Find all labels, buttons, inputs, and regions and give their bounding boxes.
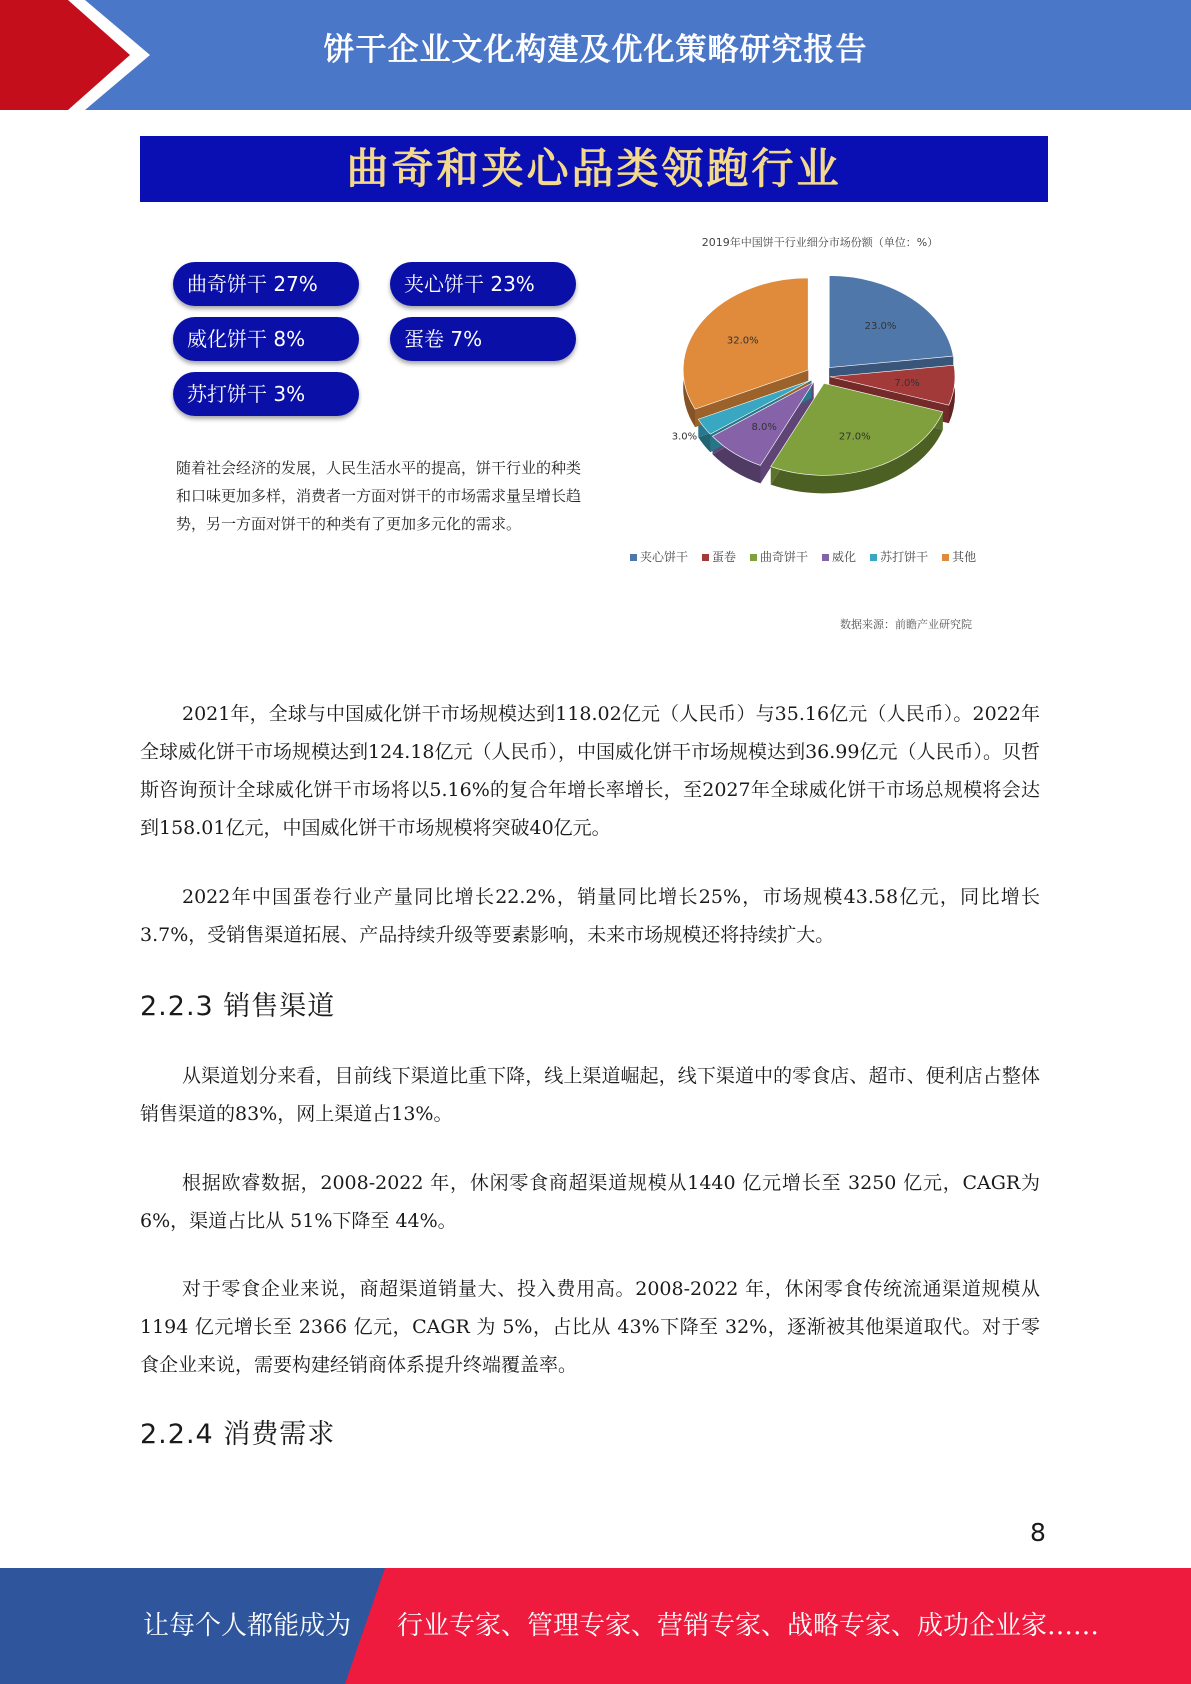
category-pill: 曲奇饼干 27% [173, 262, 359, 306]
page-footer [0, 1568, 1191, 1684]
legend-label: 夹心饼干 [640, 550, 689, 564]
legend-swatch [750, 554, 757, 561]
pie-value-label: 3.0% [671, 431, 698, 443]
legend-swatch [942, 554, 949, 561]
page-number: 8 [1030, 1518, 1046, 1547]
figure-caption: 随着社会经济的发展，人民生活水平的提高，饼干行业的种类和口味更加多样，消费者一方面对饼干的市场需求量呈增长趋势，另一方面对饼干的种类有了更加多元化的需求。 [176, 459, 582, 533]
pie-value-label: 32.0% [726, 335, 759, 347]
paragraph-channel-split: 从渠道划分来看，目前线下渠道比重下降，线上渠道崛起，线下渠道中的零食店、超市、便利店占整体销售渠道的83%，网上渠道占13%。 [140, 1065, 1040, 1125]
category-pill: 夹心饼干 23% [390, 262, 576, 306]
pie-value-label: 27.0% [838, 431, 871, 443]
legend-label: 苏打饼干 [880, 550, 929, 564]
section-heading-sales-channels: 2.2.3 销售渠道 [140, 991, 336, 1022]
category-pill: 苏打饼干 3% [173, 372, 359, 416]
chart-legend [630, 548, 990, 565]
pie-value-label: 8.0% [751, 422, 777, 434]
figure-source: 数据来源：前瞻产业研究院 [840, 618, 972, 631]
paragraph-wafer-market: 2021年，全球与中国威化饼干市场规模达到118.02亿元（人民币）与35.16亿元（人民币）。2022年全球威化饼干市场规模达到124.18亿元（人民币），中国威化饼干市场规模达到36.99亿元（人民币）。贝哲斯咨询预计全球威化饼干市场将以5.16%的复合年增长率增长，至2027年全球威化饼干市场总规模将会达到158.01亿元，中国威化饼干市场规模将突破40亿元。 [140, 703, 1040, 839]
page-header [0, 0, 1191, 110]
paragraph-euromonitor: 根据欧睿数据，2008-2022 年，休闲零食商超渠道规模从1440 亿元增长至 3250 亿元，CAGR为6%，渠道占比从 51%下降至 44%。 [140, 1172, 1040, 1232]
legend-item [870, 550, 928, 564]
legend-item [750, 550, 808, 564]
category-pill: 威化饼干 8% [173, 317, 359, 361]
legend-item [630, 550, 688, 564]
paragraph-traditional-channel: 对于零食企业来说，商超渠道销量大、投入费用高。2008-2022 年，休闲零食传统流通渠道规模从1194 亿元增长至 2366 亿元，CAGR 为 5%，占比从 43%下降至 32%，逐渐被其他渠道取代。对于零食企业来说，需要构建经销商体系提升终端覆盖率。 [140, 1278, 1040, 1376]
pie-value-label: 23.0% [864, 320, 897, 332]
figure-banner [140, 136, 1048, 202]
section-heading-consumer-demand: 2.2.4 消费需求 [140, 1419, 336, 1450]
legend-item [822, 550, 856, 564]
footer-slogan-right: 行业专家、管理专家、营销专家、战略专家、成功企业家…… [397, 1611, 1100, 1641]
market-share-figure [140, 136, 1048, 636]
legend-item [942, 550, 976, 564]
legend-swatch [870, 554, 877, 561]
footer-slogan-left: 让每个人都能成为 [143, 1611, 352, 1641]
legend-item [702, 550, 736, 564]
legend-swatch [822, 554, 829, 561]
legend-swatch [630, 554, 637, 561]
legend-label: 威化 [832, 550, 857, 564]
header-title: 饼干企业文化构建及优化策略研究报告 [323, 32, 868, 68]
legend-label: 曲奇饼干 [760, 550, 809, 564]
legend-swatch [702, 554, 709, 561]
figure-banner-title: 曲奇和夹心品类领跑行业 [346, 144, 842, 193]
chart-title: 2019年中国饼干行业细分市场份额（单位：%） [701, 236, 939, 249]
pie-chart [620, 226, 1020, 536]
legend-label: 蛋卷 [712, 550, 737, 564]
category-pill: 蛋卷 7% [390, 317, 576, 361]
pie-value-label: 7.0% [894, 378, 920, 390]
paragraph-egg-roll: 2022年中国蛋卷行业产量同比增长22.2%，销量同比增长25%，市场规模43.58亿元，同比增长3.7%，受销售渠道拓展、产品持续升级等要素影响，未来市场规模还将持续扩大。 [140, 886, 1040, 946]
legend-label: 其他 [952, 550, 977, 564]
